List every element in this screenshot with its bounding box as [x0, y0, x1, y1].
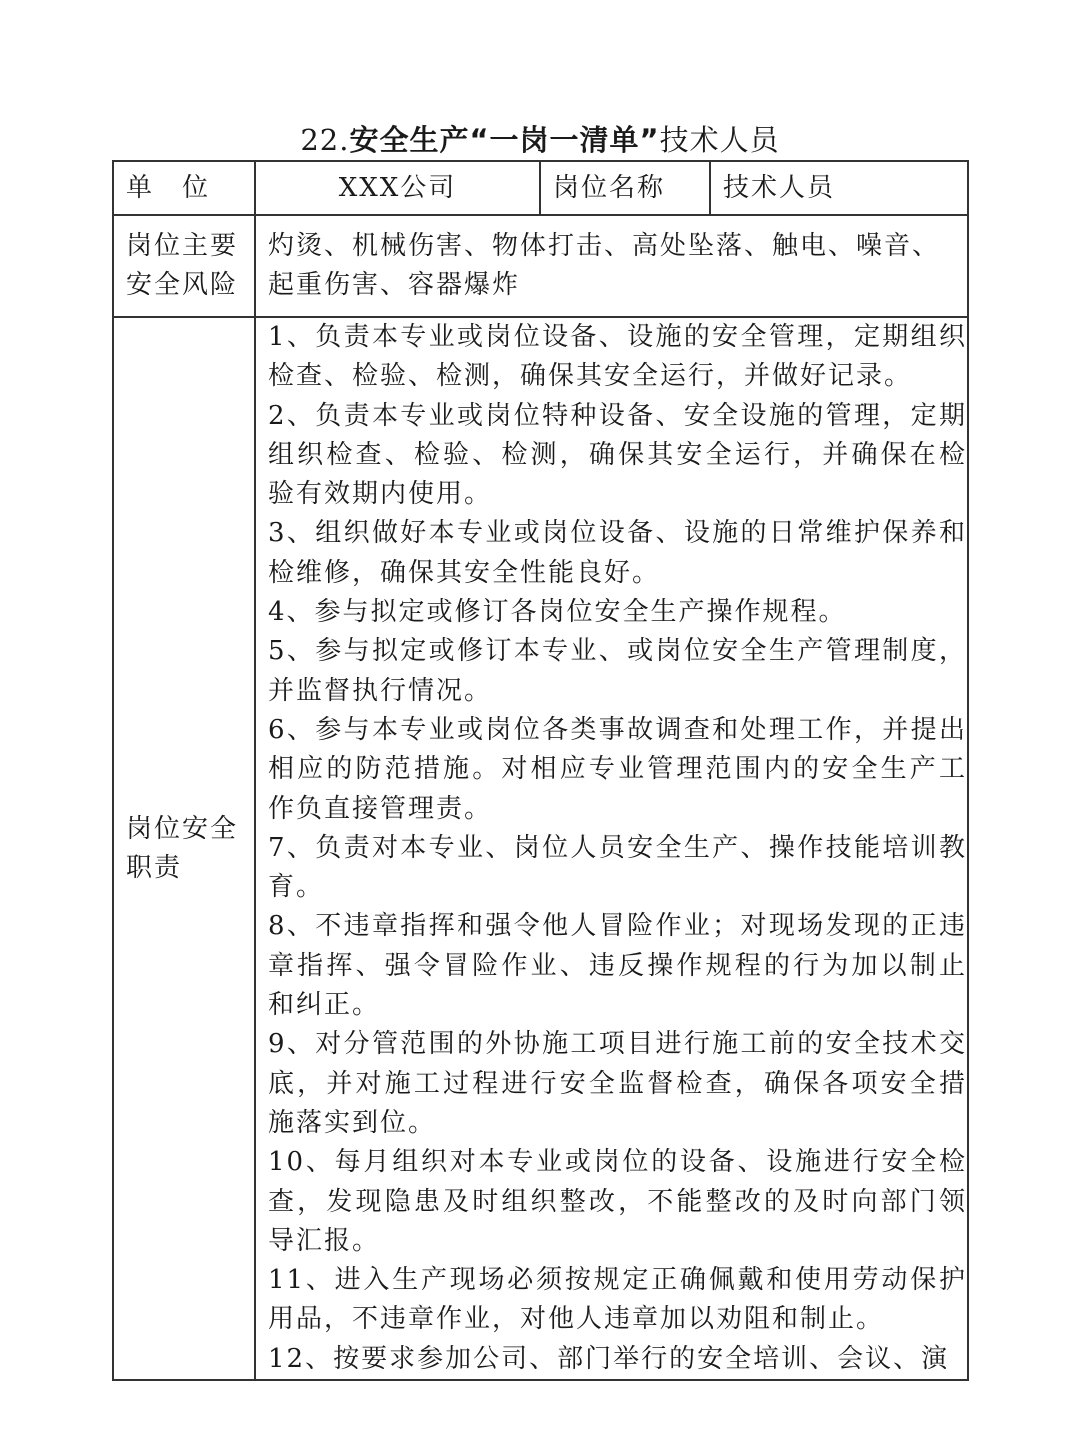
duty-item: 8、不违章指挥和强令他人冒险作业；对现场发现的正违章指挥、强令冒险作业、违反操作规程的行为加以制止和纠正。 — [268, 911, 967, 1021]
duty-item: 4、参与拟定或修订各岗位安全生产操作规程。 — [268, 597, 847, 628]
title-number: 22. — [300, 123, 350, 157]
duty-item: 2、负责本专业或岗位特种设备、安全设施的管理，定期组织检查、检验、检测，确保其安全运行，并确保在检验有效期内使用。 — [268, 400, 967, 510]
duty-item: 5、参与拟定或修订本专业、或岗位安全生产管理制度，并监督执行情况。 — [268, 636, 967, 706]
page-title — [0, 118, 1080, 159]
unit-value: XXX公司 — [255, 161, 540, 215]
duty-item: 9、对分管范围的外协施工项目进行施工前的安全技术交底，并对施工过程进行安全监督检查，确保各项安全措施落实到位。 — [268, 1029, 967, 1138]
unit-row — [113, 161, 968, 215]
duty-list — [255, 317, 968, 1380]
duty-row — [113, 317, 968, 1380]
duty-item: 7、负责对本专业、岗位人员安全生产、操作技能培训教育。 — [268, 832, 967, 903]
unit-label: 单 位 — [113, 161, 255, 215]
title-main: 安全生产“一岗一清单” — [349, 123, 660, 157]
duty-label: 岗位安全职责 — [113, 317, 255, 1380]
duty-item: 3、组织做好本专业或岗位设备、设施的日常维护保养和检维修，确保其安全性能良好。 — [268, 518, 967, 588]
duty-item: 12、按要求参加公司、部门举行的安全培训、会议、演 — [268, 1343, 950, 1374]
risk-row — [113, 215, 968, 317]
position-label: 岗位名称 — [540, 161, 710, 215]
position-value: 技术人员 — [710, 161, 968, 215]
risk-label: 岗位主要安全风险 — [113, 215, 255, 317]
title-suffix: 技术人员 — [659, 123, 780, 157]
duty-item: 10、每月组织对本专业或岗位的设备、设施进行安全检查，发现隐患及时组织整改，不能整改的及时向部门领导汇报。 — [268, 1147, 967, 1256]
duty-item: 1、负责本专业或岗位设备、设施的安全管理，定期组织检查、检验、检测，确保其安全运行，并做好记录。 — [268, 322, 967, 392]
duty-item: 6、参与本专业或岗位各类事故调查和处理工作，并提出相应的防范措施。对相应专业管理范围内的安全生产工作负直接管理责。 — [268, 714, 967, 824]
risk-value: 灼烫、机械伤害、物体打击、高处坠落、触电、噪音、起重伤害、容器爆炸 — [255, 215, 968, 317]
duty-item: 11、进入生产现场必须按规定正确佩戴和使用劳动保护用品，不违章作业，对他人违章加以劝阻和制止。 — [268, 1265, 967, 1335]
responsibility-table — [112, 160, 969, 1381]
